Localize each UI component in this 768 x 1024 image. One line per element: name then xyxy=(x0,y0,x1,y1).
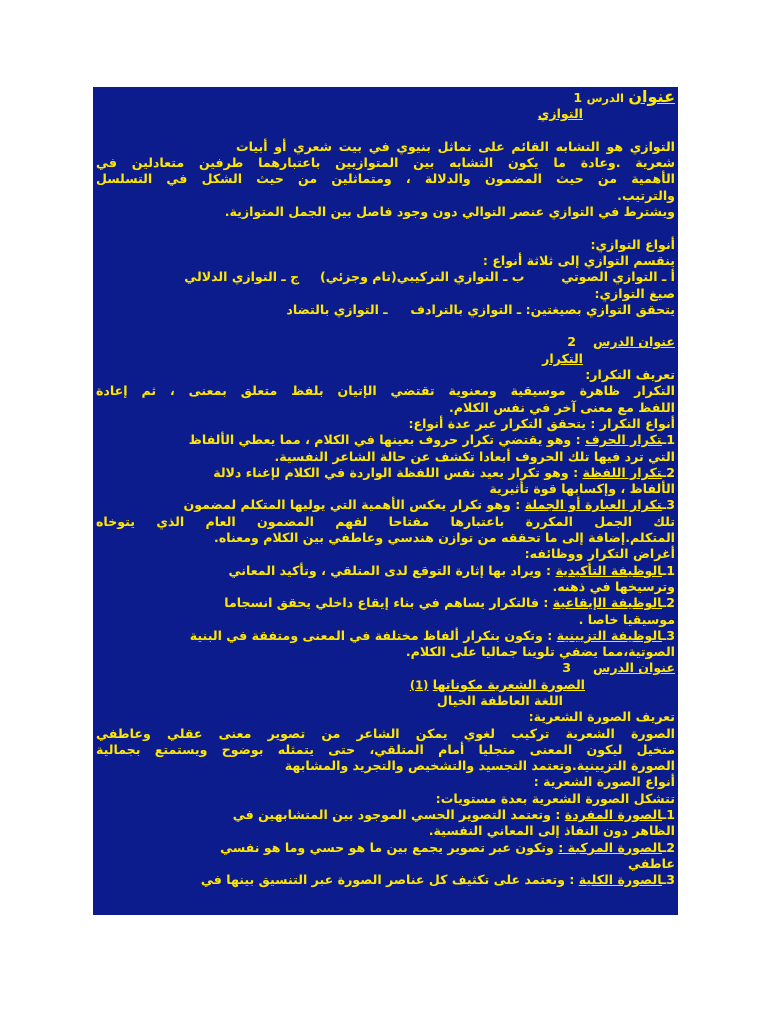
list-item xyxy=(96,840,675,856)
section-heading: أغراض التكرار ووظائفه: xyxy=(524,546,675,562)
lesson-1-heading xyxy=(96,89,675,106)
paragraph-line: الألفاظ ، وإكسابها قوة تأثيرية xyxy=(489,481,675,497)
item-text: : وهو تكرار يعكس الأهمية التي يوليها المتكلم لمضمون xyxy=(183,497,521,513)
section-heading: أنواع التكرار : يتحقق التكرار عبر عدة أنواع: xyxy=(408,415,675,431)
item-text: : فالتكرار يساهم في بناء إيقاع داخلي يحقق انسجاما xyxy=(224,595,549,611)
item-number: 1ـ xyxy=(661,807,675,823)
paragraph-line: عاطفي xyxy=(628,855,675,871)
item-number: 2ـ xyxy=(661,839,675,855)
type-b: ب ـ التوازي التركيبي(تام وجزئي) xyxy=(319,269,525,285)
list-item xyxy=(96,807,675,823)
item-label: تكرار العبارة أو الجملة xyxy=(524,497,662,513)
lesson-number: 3 xyxy=(562,660,571,676)
section-heading: صيغ التوازي: xyxy=(594,285,675,301)
type-c: ج ـ التوازي الدلالي xyxy=(184,269,300,285)
item-label: الوظيفة التأكيدية xyxy=(555,562,662,578)
paragraph-line: الصورة الشعرية تركيب لغوي يمكن الشاعر من تصوير معنى عقلي وعاطفي xyxy=(96,725,675,741)
paragraph-line: الصوتية،مما يضفي تلوينا جماليا على الكلام. xyxy=(405,644,675,660)
item-label: الوظيفة الإيقاعية xyxy=(552,595,662,611)
item-number: 1ـ xyxy=(661,562,675,578)
paragraph-line: تتشكل الصورة الشعرية بعدة مستويات: xyxy=(435,790,675,806)
item-number: 3ـ xyxy=(661,497,675,513)
lesson-1-title: التوازي xyxy=(537,106,583,122)
forms-row xyxy=(96,302,675,318)
lesson-number: 1 xyxy=(573,90,583,105)
item-label: الصورة المركبة : xyxy=(558,839,662,855)
paragraph-line: الصورة التزيينية.وتعتمد التجسيد والتشخيص والتجريد والمشابهة xyxy=(284,758,675,774)
lesson-1-title-row xyxy=(96,106,675,122)
lesson-3-subtitle: اللغة العاطفة الخيال xyxy=(436,692,563,708)
item-label: الوظيفة التزيينية xyxy=(556,627,662,643)
paragraph-line: الظاهر دون النفاذ إلى المعاني النفسية. xyxy=(428,823,675,839)
item-text: : ويراد بها إثارة التوقع لدى المتلقي ، وتأكيد المعاني xyxy=(228,562,552,578)
paragraph-line: والترتيب. xyxy=(617,187,675,203)
form-synonym: يتحقق التوازي بصيغتين: ـ التوازي بالترادف xyxy=(410,301,675,317)
item-number: 1ـ xyxy=(661,432,675,448)
form-antonym: ـ التوازي بالتضاد xyxy=(286,301,388,317)
list-item xyxy=(96,563,675,579)
types-row xyxy=(96,269,675,285)
lesson-2-heading xyxy=(96,334,675,350)
item-text: : وهو يقتضي تكرار حروف بعينها في الكلام ، مما يعطي الألفاظ xyxy=(188,432,581,448)
heading-title-word: عنوان xyxy=(628,87,675,106)
paragraph-line: اللفظ مع معنى آخر في نفس الكلام. xyxy=(449,399,675,415)
paragraph-line: موسيقيا خاصا . xyxy=(578,611,675,627)
spacer xyxy=(96,220,675,236)
item-label: تكرار اللفظة xyxy=(582,464,662,480)
paragraph-line: الأهمية من حيث المضمون والدلالة ، ومتماثلين من حيث الشكل في التسلسل xyxy=(96,171,675,187)
item-label: تكرار الحرف xyxy=(585,432,662,448)
paragraph-line: شعرية .وعادة ما يكون التشابه بين المتوازيين باعتبارهما طرفين متعادلين في xyxy=(96,155,675,171)
paragraph-line: التكرار ظاهرة موسيقية ومعنوية تقتضي الإتيان بلفظ متعلق بمعنى ، ثم إعادة xyxy=(96,383,675,399)
list-item xyxy=(96,465,675,481)
paragraph-line: تلك الجمل المكررة باعتبارها مفتاحا لفهم المضمون العام الذي يتوخاه xyxy=(96,513,675,529)
heading-text: عنوان الدرس xyxy=(592,660,675,676)
lesson-3-title: الصورة الشعرية مكوناتها xyxy=(432,676,585,692)
item-number: 2ـ xyxy=(661,595,675,611)
section-heading: تعريف الصورة الشعرية: xyxy=(528,709,675,725)
item-text: وتكون عبر تصوير يجمع بين ما هو حسي وما هو نفسي xyxy=(220,839,554,855)
paragraph-line: متخيل ليكون المعنى متجليا أمام المتلقي، حتى يتمثله بوضوح ويستمتع بجمالية xyxy=(96,741,675,757)
item-text: : وهو تكرار يعيد نفس اللفظة الواردة في الكلام لإغناء دلالة xyxy=(213,464,579,480)
section-heading: تعريف التكرار: xyxy=(585,367,675,383)
heading-lesson-word: الدرس xyxy=(586,91,624,105)
lesson-2-title: التكرار xyxy=(542,350,583,366)
section-heading: أنواع الصورة الشعرية : xyxy=(533,774,675,790)
item-number: 3ـ xyxy=(661,627,675,643)
item-number: 2ـ xyxy=(661,464,675,480)
list-item xyxy=(96,595,675,611)
list-item xyxy=(96,628,675,644)
paragraph-line: التوازي هو التشابه القائم على تماثل بنيوي في بيت شعري أو أبيات xyxy=(236,138,675,154)
document-page xyxy=(93,87,678,915)
list-item xyxy=(96,497,675,513)
lesson-number: 2 xyxy=(567,334,576,350)
paragraph-line: وترسيخها في ذهنه. xyxy=(552,578,675,594)
lesson-3-heading xyxy=(96,660,675,676)
item-text: : وتعتمد التصوير الحسي الموجود بين المتشابهين في xyxy=(232,807,561,823)
item-label: الصورة الكلية xyxy=(578,872,662,888)
section-heading: أنواع التوازي: xyxy=(590,236,675,252)
item-text: : وتعتمد على تكثيف كل عناصر الصورة عبر التنسيق بينها في xyxy=(200,872,575,888)
title-note: (1) xyxy=(409,677,429,692)
lesson-2-title-row xyxy=(96,351,675,367)
paragraph-line: ينقسم التوازي إلى ثلاثة أنواع : xyxy=(482,252,675,268)
list-item xyxy=(96,432,675,448)
paragraph-line: التي ترد فيها تلك الحروف أبعادا تكشف عن حالة الشاعر النفسية. xyxy=(274,448,675,464)
item-text: : وتكون بتكرار ألفاظ مختلفة في المعنى ومتفقة في البنية xyxy=(189,627,553,643)
spacer xyxy=(96,318,675,334)
item-number: 3ـ xyxy=(661,872,675,888)
item-label: الصورة المفردة xyxy=(564,807,662,823)
type-a: أ ـ التوازي الصوتي xyxy=(561,269,675,285)
lesson-3-title-row xyxy=(96,677,675,693)
lesson-3-subtitle-row xyxy=(96,693,675,709)
list-item xyxy=(96,872,675,888)
heading-text: عنوان الدرس xyxy=(592,334,675,350)
paragraph-line: ويشترط في التوازي عنصر التوالي دون وجود فاصل بين الجمل المتوازية. xyxy=(224,204,675,220)
paragraph-line: المتكلم.إضافة إلى ما تحققه من توازن هندسي وعاطفي بين الكلام ومعناه. xyxy=(214,530,675,546)
spacer xyxy=(96,123,675,139)
